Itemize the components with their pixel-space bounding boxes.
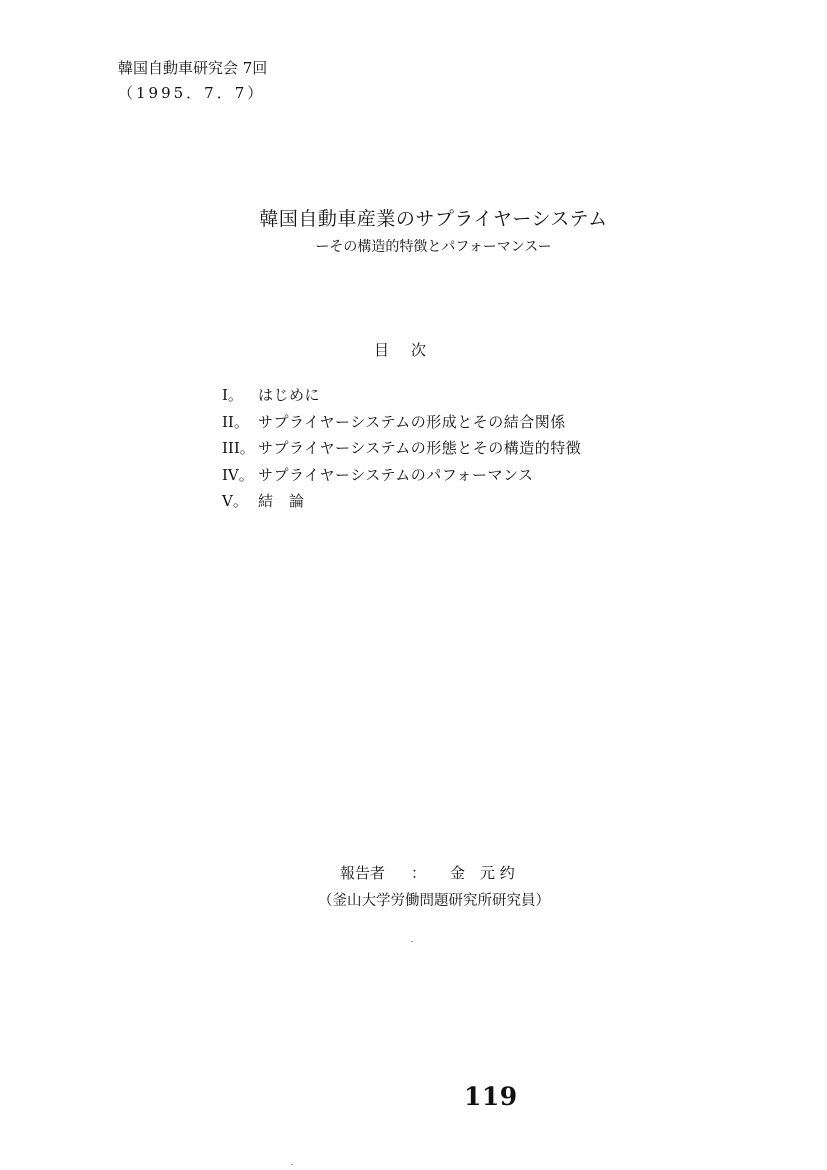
toc-item — [222, 435, 581, 462]
toc-item-number: III。 — [222, 439, 255, 457]
scan-speck — [411, 941, 413, 942]
reporter-line — [340, 862, 515, 883]
meeting-date: （1995．7．7） — [118, 84, 266, 102]
toc-item-number: II。 — [222, 412, 249, 431]
toc-item-number: I。 — [222, 386, 243, 404]
document-title: 韓国自動車産業のサプライヤーシステム — [259, 208, 608, 230]
scan-speck — [291, 1164, 293, 1165]
toc-item-text: サプライヤーシステムのパフォーマンス — [258, 465, 534, 484]
toc-list — [222, 382, 581, 515]
meeting-label: 韓国自動車研究会 7回 — [118, 59, 268, 77]
toc-item-text: はじめに — [258, 386, 321, 404]
toc-item — [222, 488, 581, 515]
toc-item — [222, 382, 581, 409]
toc-item-text: 結 論 — [258, 492, 305, 510]
toc-item-number: IV。 — [222, 465, 254, 484]
reporter-label: 報告者 — [340, 864, 386, 882]
reporter-affiliation: （釜山大学労働問題研究所研究員） — [318, 893, 550, 909]
toc-heading — [374, 339, 426, 360]
toc-heading-left: 目 — [374, 341, 390, 359]
document-subtitle: ーその構造的特徴とパフォーマンスー — [315, 239, 552, 255]
reporter-colon: ： — [411, 864, 427, 882]
toc-item-text: サプライヤーシステムの形成とその結合関係 — [258, 412, 566, 431]
toc-item-number: V。 — [222, 492, 248, 510]
page-number: 119 — [464, 1082, 518, 1111]
toc-heading-right: 次 — [411, 341, 427, 359]
toc-item — [222, 462, 581, 489]
toc-item — [222, 409, 581, 436]
reporter-name: 金 元 约 — [450, 864, 515, 882]
toc-item-text: サプライヤーシステムの形態とその構造的特徴 — [258, 439, 582, 457]
document-header — [118, 56, 267, 106]
